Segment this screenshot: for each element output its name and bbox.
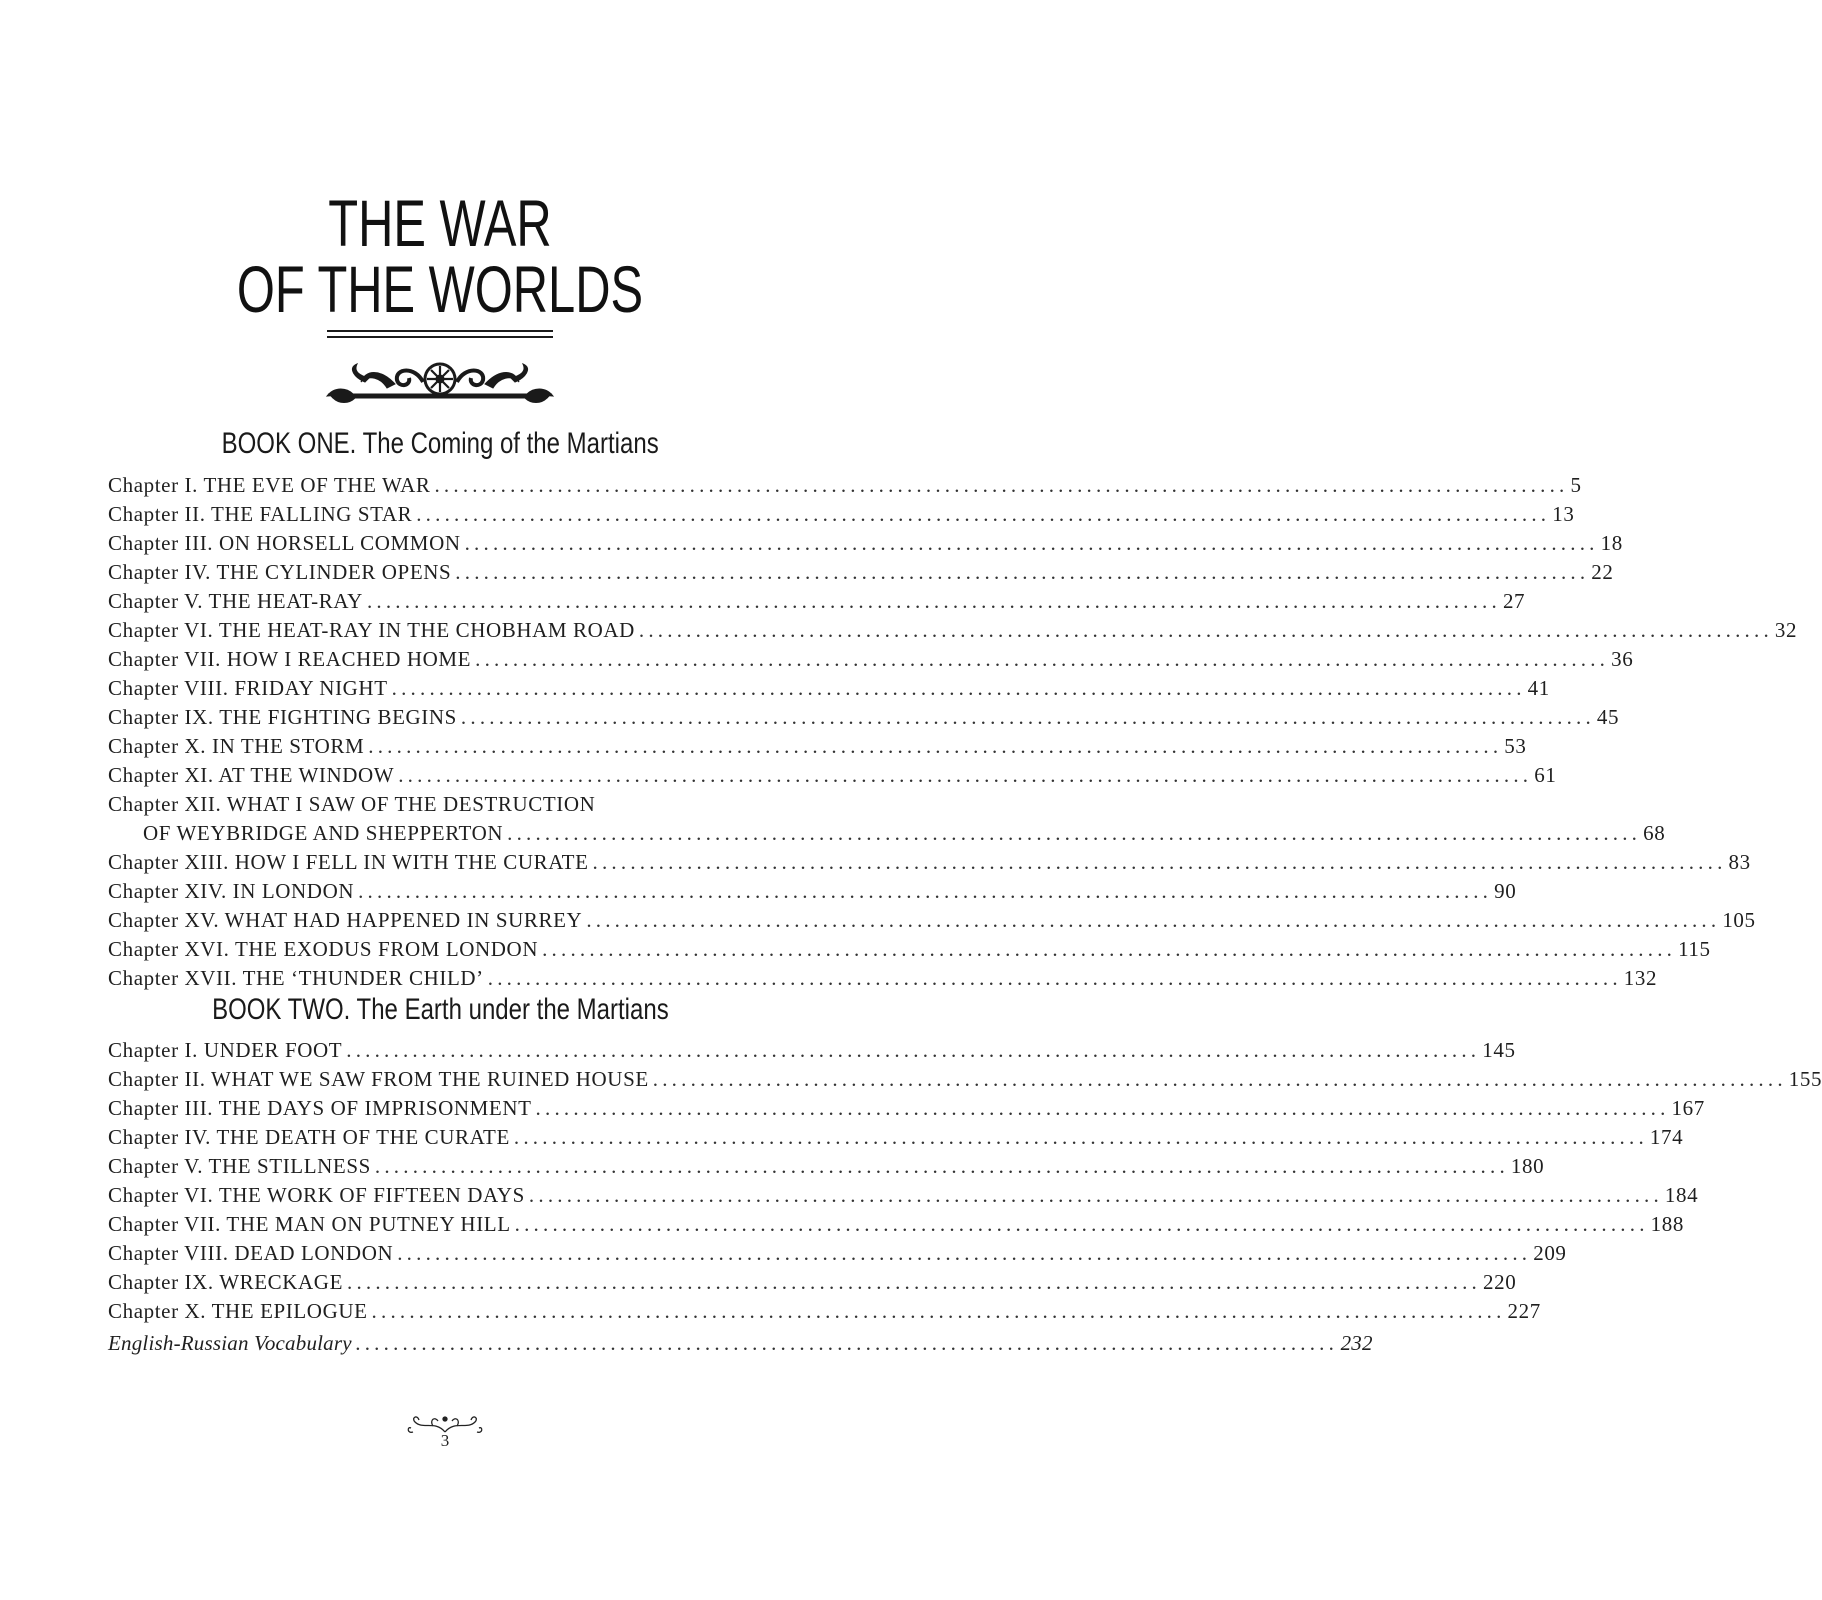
page-number: 3 bbox=[440, 1431, 450, 1450]
toc-row-label: Chapter IV. THE DEATH OF THE CURATE bbox=[108, 1123, 514, 1152]
toc-row-label: Chapter XIII. HOW I FELL IN WITH THE CURATE bbox=[108, 848, 593, 877]
toc-row-label: Chapter VIII. DEAD LONDON bbox=[108, 1239, 397, 1268]
toc-row-label: Chapter XI. AT THE WINDOW bbox=[108, 761, 398, 790]
toc-row-label: Chapter VII. THE MAN ON PUTNEY HILL bbox=[108, 1210, 515, 1239]
toc-row[interactable] bbox=[108, 1268, 1517, 1297]
toc-row[interactable] bbox=[108, 1065, 1822, 1094]
toc-leader-dots: ........................................................................................................................ bbox=[391, 676, 1526, 700]
toc-row[interactable] bbox=[108, 1036, 1516, 1065]
toc-row-label: Chapter X. THE EPILOGUE bbox=[108, 1297, 372, 1326]
toc-row-label: Chapter VI. THE HEAT-RAY IN THE CHOBHAM ROAD bbox=[108, 616, 639, 645]
toc-leader-dots: ........................................................................................................................ bbox=[638, 618, 1773, 642]
toc-row-label: Chapter XVI. THE EXODUS FROM LONDON bbox=[108, 935, 542, 964]
toc-leader-dots: ........................................................................................................................ bbox=[652, 1067, 1787, 1091]
scroll-wheel-ornament-icon bbox=[325, 358, 555, 408]
book-one-contents bbox=[108, 471, 1798, 993]
toc-row-label: Chapter XVII. THE ‘THUNDER CHILD’ bbox=[108, 964, 488, 993]
toc-row[interactable] bbox=[108, 587, 1526, 616]
toc-row-page: 41 bbox=[1527, 676, 1550, 700]
toc-row-page: 105 bbox=[1722, 908, 1756, 932]
toc-leader-dots: ........................................................................................................................ bbox=[374, 1154, 1509, 1178]
toc-row-label: Chapter XIV. IN LONDON bbox=[108, 877, 358, 906]
toc-leader-dots: ........................................................................................................................ bbox=[542, 937, 1677, 961]
toc-row[interactable] bbox=[108, 732, 1527, 761]
toc-row-page: 18 bbox=[1600, 531, 1623, 555]
toc-row[interactable] bbox=[108, 616, 1798, 645]
title-line-1: THE WAR bbox=[328, 186, 552, 260]
title-line-2: OF THE WORLDS bbox=[236, 252, 644, 326]
book-two-heading-text: BOOK TWO. The Earth under the Martians bbox=[211, 993, 669, 1026]
toc-row[interactable] bbox=[108, 877, 1517, 906]
toc-row[interactable] bbox=[108, 500, 1575, 529]
toc-row-page: 90 bbox=[1494, 879, 1517, 903]
toc-row-page: 232 bbox=[1340, 1331, 1373, 1355]
toc-row-page: 180 bbox=[1510, 1154, 1545, 1178]
toc-row-label: Chapter XII. WHAT I SAW OF THE DESTRUCTION bbox=[108, 790, 599, 819]
book-two-heading bbox=[0, 993, 880, 1027]
toc-row-page: 145 bbox=[1482, 1038, 1516, 1062]
toc-row[interactable] bbox=[108, 558, 1614, 587]
toc-row[interactable] bbox=[108, 848, 1751, 877]
toc-row-page: 53 bbox=[1504, 734, 1527, 758]
toc-leader-dots: ........................................................................................................................ bbox=[397, 1241, 1532, 1265]
toc-row-page: 209 bbox=[1533, 1241, 1567, 1265]
book-one-heading bbox=[0, 427, 880, 461]
toc-leader-dots: ........................................................................................................................ bbox=[346, 1038, 1481, 1062]
toc-row-label: Chapter I. UNDER FOOT bbox=[108, 1036, 346, 1065]
toc-row[interactable] bbox=[108, 964, 1658, 993]
toc-leader-dots: ........................................................................................................................ bbox=[514, 1212, 1649, 1236]
toc-leader-dots: ........................................................................................................................ bbox=[368, 734, 1503, 758]
page-folio bbox=[405, 1412, 485, 1462]
toc-row[interactable] bbox=[108, 1297, 1541, 1326]
toc-leader-dots: ........................................................................................................................ bbox=[398, 763, 1533, 787]
toc-leader-dots: ........................................................................................................................ bbox=[434, 473, 1569, 497]
title-rule-top bbox=[327, 330, 553, 332]
toc-leader-dots: ........................................................................................................................ bbox=[460, 705, 1595, 729]
toc-row-page: 155 bbox=[1788, 1067, 1822, 1091]
toc-row-page: 83 bbox=[1728, 850, 1751, 874]
toc-leader-dots: ........................................................................................................................ bbox=[507, 821, 1642, 845]
toc-leader-dots: ........................................................................................................................ bbox=[592, 850, 1727, 874]
title-rule-bottom bbox=[327, 336, 553, 338]
toc-leader-dots: ........................................................................................................................ bbox=[464, 531, 1599, 555]
vocabulary-entry bbox=[108, 1329, 1373, 1358]
toc-row[interactable] bbox=[108, 761, 1557, 790]
toc-row-page: 167 bbox=[1671, 1096, 1705, 1120]
toc-row-page: 115 bbox=[1678, 937, 1711, 961]
toc-leader-dots: ........................................................................................................................ bbox=[586, 908, 1721, 932]
toc-row-page: 61 bbox=[1534, 763, 1557, 787]
toc-row[interactable] bbox=[108, 1123, 1684, 1152]
toc-row-label: Chapter IV. THE CYLINDER OPENS bbox=[108, 558, 455, 587]
toc-row-page: 22 bbox=[1591, 560, 1614, 584]
toc-row-page: 68 bbox=[1643, 821, 1666, 845]
toc-leader-dots: ........................................................................................................................ bbox=[487, 966, 1622, 990]
toc-row[interactable] bbox=[108, 529, 1623, 558]
toc-leader-dots: ........................................................................................................................ bbox=[535, 1096, 1670, 1120]
toc-row-label: Chapter I. THE EVE OF THE WAR bbox=[108, 471, 434, 500]
toc-leader-dots: ........................................................................................................................ bbox=[513, 1125, 1648, 1149]
toc-row-page: 227 bbox=[1507, 1299, 1541, 1323]
toc-row-page: 32 bbox=[1774, 618, 1798, 642]
toc-leader-dots: ........................................................................................................................ bbox=[455, 560, 1590, 584]
toc-row-page: 184 bbox=[1664, 1183, 1699, 1207]
toc-row[interactable] bbox=[108, 471, 1582, 500]
toc-row-page: 13 bbox=[1552, 502, 1575, 526]
toc-row-page: 220 bbox=[1483, 1270, 1517, 1294]
toc-row-label: Chapter IX. THE FIGHTING BEGINS bbox=[108, 703, 461, 732]
toc-leader-dots: ........................................................................................................................ bbox=[475, 647, 1610, 671]
book-two-contents bbox=[108, 1036, 1822, 1326]
toc-leader-dots: ........................................................................................................................ bbox=[528, 1183, 1663, 1207]
toc-row-label: Chapter III. ON HORSELL COMMON bbox=[108, 529, 465, 558]
toc-row-page: 188 bbox=[1650, 1212, 1684, 1236]
toc-row-label: Chapter VI. THE WORK OF FIFTEEN DAYS bbox=[108, 1181, 529, 1210]
toc-row[interactable] bbox=[108, 1152, 1545, 1181]
toc-row[interactable] bbox=[108, 1210, 1684, 1239]
toc-row-label: Chapter XV. WHAT HAD HAPPENED IN SURREY bbox=[108, 906, 586, 935]
toc-row[interactable] bbox=[108, 935, 1711, 964]
toc-row-page: 5 bbox=[1570, 473, 1582, 497]
toc-row-label: Chapter IX. WRECKAGE bbox=[108, 1268, 347, 1297]
toc-row[interactable] bbox=[108, 1094, 1705, 1123]
toc-row-page: 132 bbox=[1623, 966, 1658, 990]
toc-row-label: Chapter V. THE STILLNESS bbox=[108, 1152, 375, 1181]
toc-row[interactable] bbox=[108, 1239, 1567, 1268]
toc-row-continuation[interactable] bbox=[108, 819, 1666, 848]
book-one-heading-text: BOOK ONE. The Coming of the Martians bbox=[221, 427, 659, 460]
toc-row-label: Chapter III. THE DAYS OF IMPRISONMENT bbox=[108, 1094, 536, 1123]
toc-row-label: Chapter VII. HOW I REACHED HOME bbox=[108, 645, 475, 674]
toc-leader-dots: ........................................................................................................................ bbox=[347, 1270, 1481, 1294]
toc-row[interactable] bbox=[108, 674, 1550, 703]
toc-row[interactable] bbox=[108, 906, 1756, 935]
toc-leader-dots: ........................................................................................................................ bbox=[366, 589, 1501, 613]
toc-leader-dots: ........................................................................................................................ bbox=[416, 502, 1551, 526]
toc-row[interactable] bbox=[108, 1181, 1699, 1210]
toc-row-page: 36 bbox=[1611, 647, 1634, 671]
toc-row-continuation-label: OF WEYBRIDGE AND SHEPPERTON bbox=[143, 819, 507, 848]
toc-row-page: 45 bbox=[1596, 705, 1620, 729]
toc-row-label: Chapter X. IN THE STORM bbox=[108, 732, 368, 761]
toc-row[interactable] bbox=[108, 645, 1634, 674]
toc-leader-dots: ........................................................................................................................ bbox=[371, 1299, 1506, 1323]
toc-row-page: 27 bbox=[1502, 589, 1526, 613]
toc-row[interactable] bbox=[108, 790, 774, 819]
toc-row-page: 174 bbox=[1649, 1125, 1684, 1149]
toc-row-label: Chapter V. THE HEAT-RAY bbox=[108, 587, 367, 616]
toc-row[interactable] bbox=[108, 703, 1620, 732]
toc-leader-dots: ........................................................................................................ bbox=[355, 1331, 1339, 1355]
toc-row-label: Chapter VIII. FRIDAY NIGHT bbox=[108, 674, 392, 703]
toc-row-label: English-Russian Vocabulary bbox=[108, 1329, 356, 1358]
book-title bbox=[0, 186, 880, 326]
toc-row-label: Chapter II. WHAT WE SAW FROM THE RUINED HOUSE bbox=[108, 1065, 653, 1094]
toc-row-label: Chapter II. THE FALLING STAR bbox=[108, 500, 416, 529]
toc-leader-dots: ........................................................................................................................ bbox=[358, 879, 1493, 903]
toc-row[interactable] bbox=[108, 1329, 1373, 1358]
